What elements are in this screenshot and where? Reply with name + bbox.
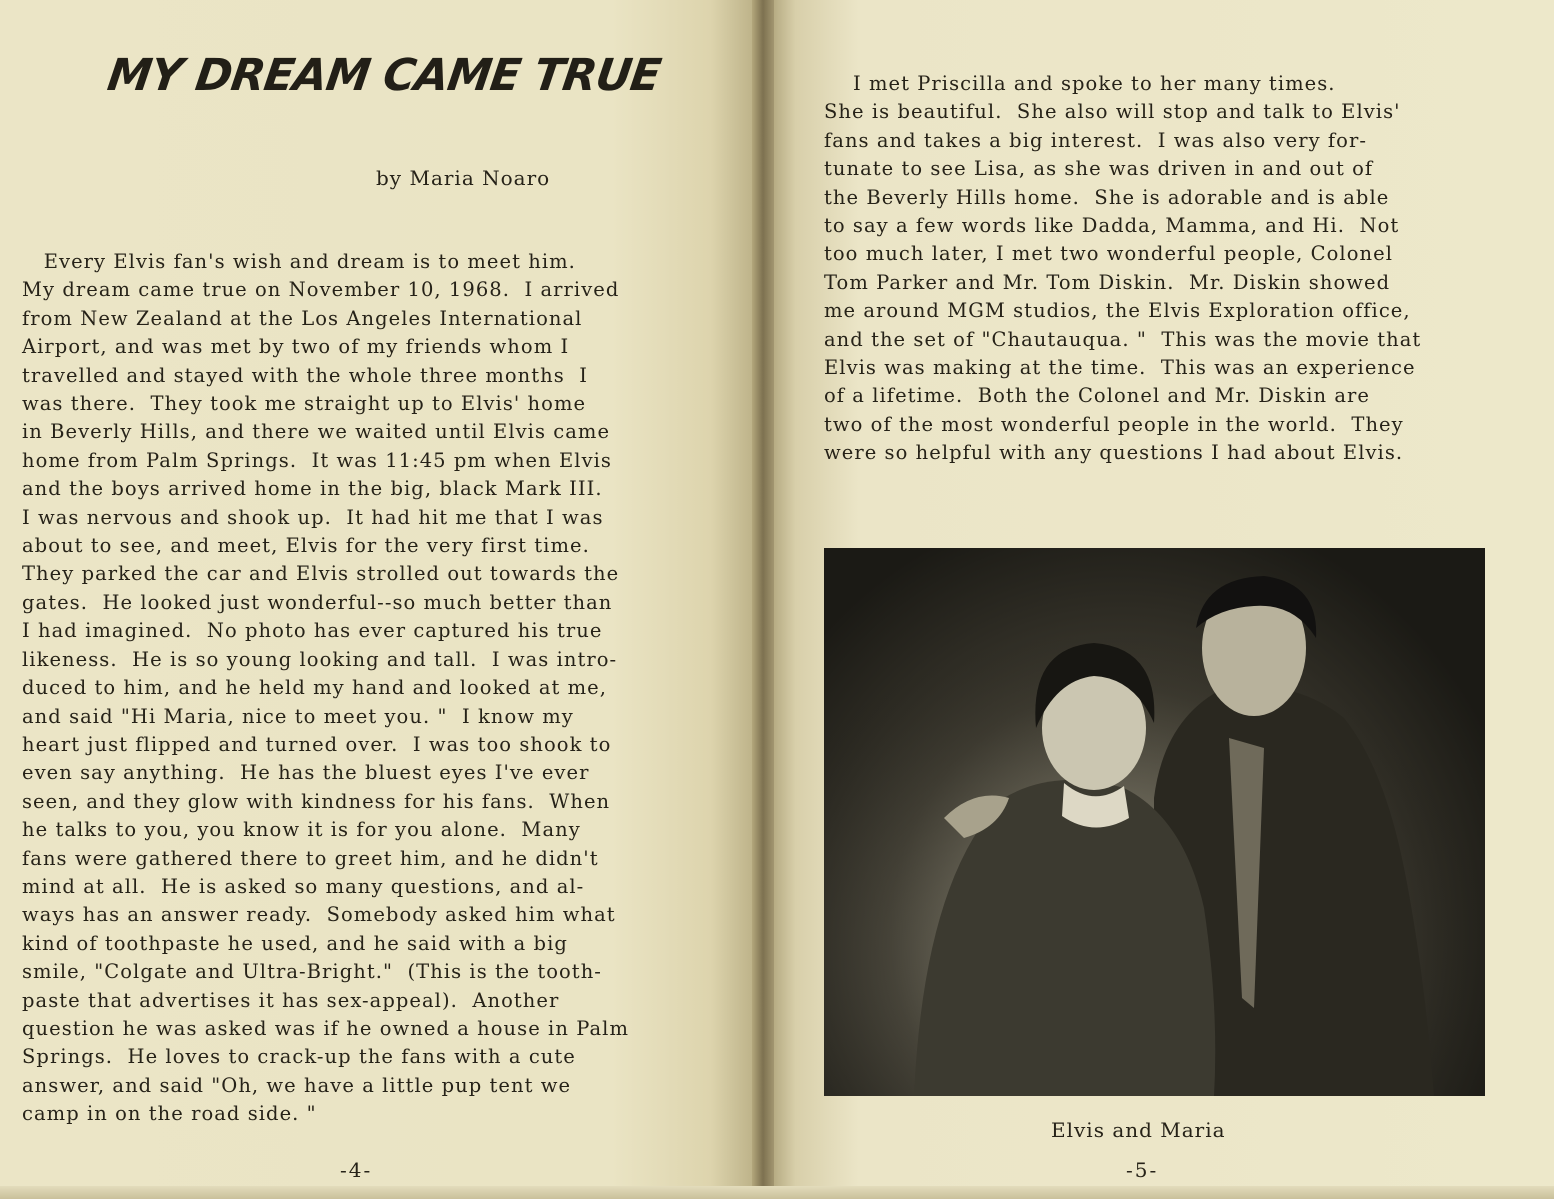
text-line: My dream came true on November 10, 1968. I arrived [22, 278, 620, 302]
text-line: She is beautiful. She also will stop and talk to Elvis' [824, 100, 1401, 124]
text-line: he talks to you, you know it is for you alone. Many [22, 818, 581, 842]
text-line: was there. They took me straight up to Elvis' home [22, 392, 587, 416]
author-byline: by Maria Noaro [376, 166, 551, 190]
text-line: heart just flipped and turned over. I was too shook to [22, 732, 612, 756]
text-line: Springs. He loves to crack-up the fans with a cute [22, 1045, 576, 1069]
text-line: Airport, and was met by two of my friends whom I [22, 335, 570, 359]
photo-illustration [824, 548, 1485, 1096]
text-line: question he was asked was if he owned a house in Palm [22, 1016, 630, 1040]
text-line: duced to him, and he held my hand and looked at me, [22, 676, 608, 700]
text-line: kind of toothpaste he used, and he said with a big [22, 931, 568, 955]
text-line: They parked the car and Elvis strolled out towards the [22, 562, 620, 586]
book-bottom-edge [0, 1186, 1554, 1199]
text-line: gates. He looked just wonderful--so much better than [22, 590, 613, 614]
text-line: fans were gathered there to greet him, and he didn't [22, 846, 599, 870]
text-line: smile, "Colgate and Ultra-Bright." (This is the tooth- [22, 960, 602, 984]
text-line: seen, and they glow with kindness for his fans. When [22, 789, 611, 813]
text-line: about to see, and meet, Elvis for the very first time. [22, 534, 590, 558]
text-line: I was nervous and shook up. It had hit me that I was [22, 505, 604, 529]
text-line: home from Palm Springs. It was 11:45 pm when Elvis [22, 448, 612, 472]
text-line: Every Elvis fan's wish and dream is to meet him. [22, 250, 576, 273]
photo-caption: Elvis and Maria [1051, 1118, 1226, 1142]
text-line: answer, and said "Oh, we have a little pup tent we [22, 1073, 572, 1097]
text-line: and the boys arrived home in the big, black Mark III. [22, 477, 603, 501]
right-page [764, 0, 1554, 1199]
text-line: Tom Parker and Mr. Tom Diskin. Mr. Diskin showed [824, 270, 1391, 294]
photo-elvis-and-maria [824, 548, 1485, 1096]
text-line: in Beverly Hills, and there we waited until Elvis came [22, 420, 611, 444]
text-line: even say anything. He has the bluest eyes I've ever [22, 761, 590, 785]
text-line: tunate to see Lisa, as she was driven in and out of [824, 157, 1374, 181]
text-line: likeness. He is so young looking and tall. I was intro- [22, 647, 618, 671]
text-line: the Beverly Hills home. She is adorable and is able [824, 185, 1390, 209]
text-line: of a lifetime. Both the Colonel and Mr. Diskin are [824, 384, 1371, 408]
text-line: Elvis was making at the time. This was an experience [824, 356, 1416, 380]
text-line: to say a few words like Dadda, Mamma, and Hi. Not [824, 214, 1400, 238]
text-line: from New Zealand at the Los Angeles International [22, 306, 583, 330]
left-page [0, 0, 764, 1199]
article-title: MY DREAM CAME TRUE [104, 50, 664, 101]
left-body-text [22, 248, 629, 1129]
text-line: too much later, I met two wonderful people, Colonel [824, 242, 1393, 266]
text-line: I had imagined. No photo has ever captured his true [22, 619, 603, 643]
page-number-right: -5- [1126, 1158, 1159, 1182]
text-line: were so helpful with any questions I had about Elvis. [824, 441, 1404, 465]
text-line: paste that advertises it has sex-appeal). Another [22, 988, 560, 1012]
text-line: two of the most wonderful people in the world. They [824, 412, 1404, 436]
text-line: me around MGM studios, the Elvis Exploration office, [824, 299, 1411, 323]
text-line: camp in on the road side. " [22, 1102, 317, 1126]
right-body-text [824, 70, 1421, 468]
text-line: mind at all. He is asked so many questions, and al- [22, 874, 585, 898]
text-line: and said "Hi Maria, nice to meet you. " I know my [22, 704, 574, 728]
text-line: and the set of "Chautauqua. " This was the movie that [824, 327, 1422, 351]
text-line: ways has an answer ready. Somebody asked him what [22, 903, 616, 927]
text-line: travelled and stayed with the whole three months I [22, 363, 589, 387]
text-line: I met Priscilla and spoke to her many times. [824, 72, 1336, 95]
text-line: fans and takes a big interest. I was also very for- [824, 128, 1367, 152]
book-gutter [752, 0, 774, 1199]
page-number-left: -4- [340, 1158, 373, 1182]
